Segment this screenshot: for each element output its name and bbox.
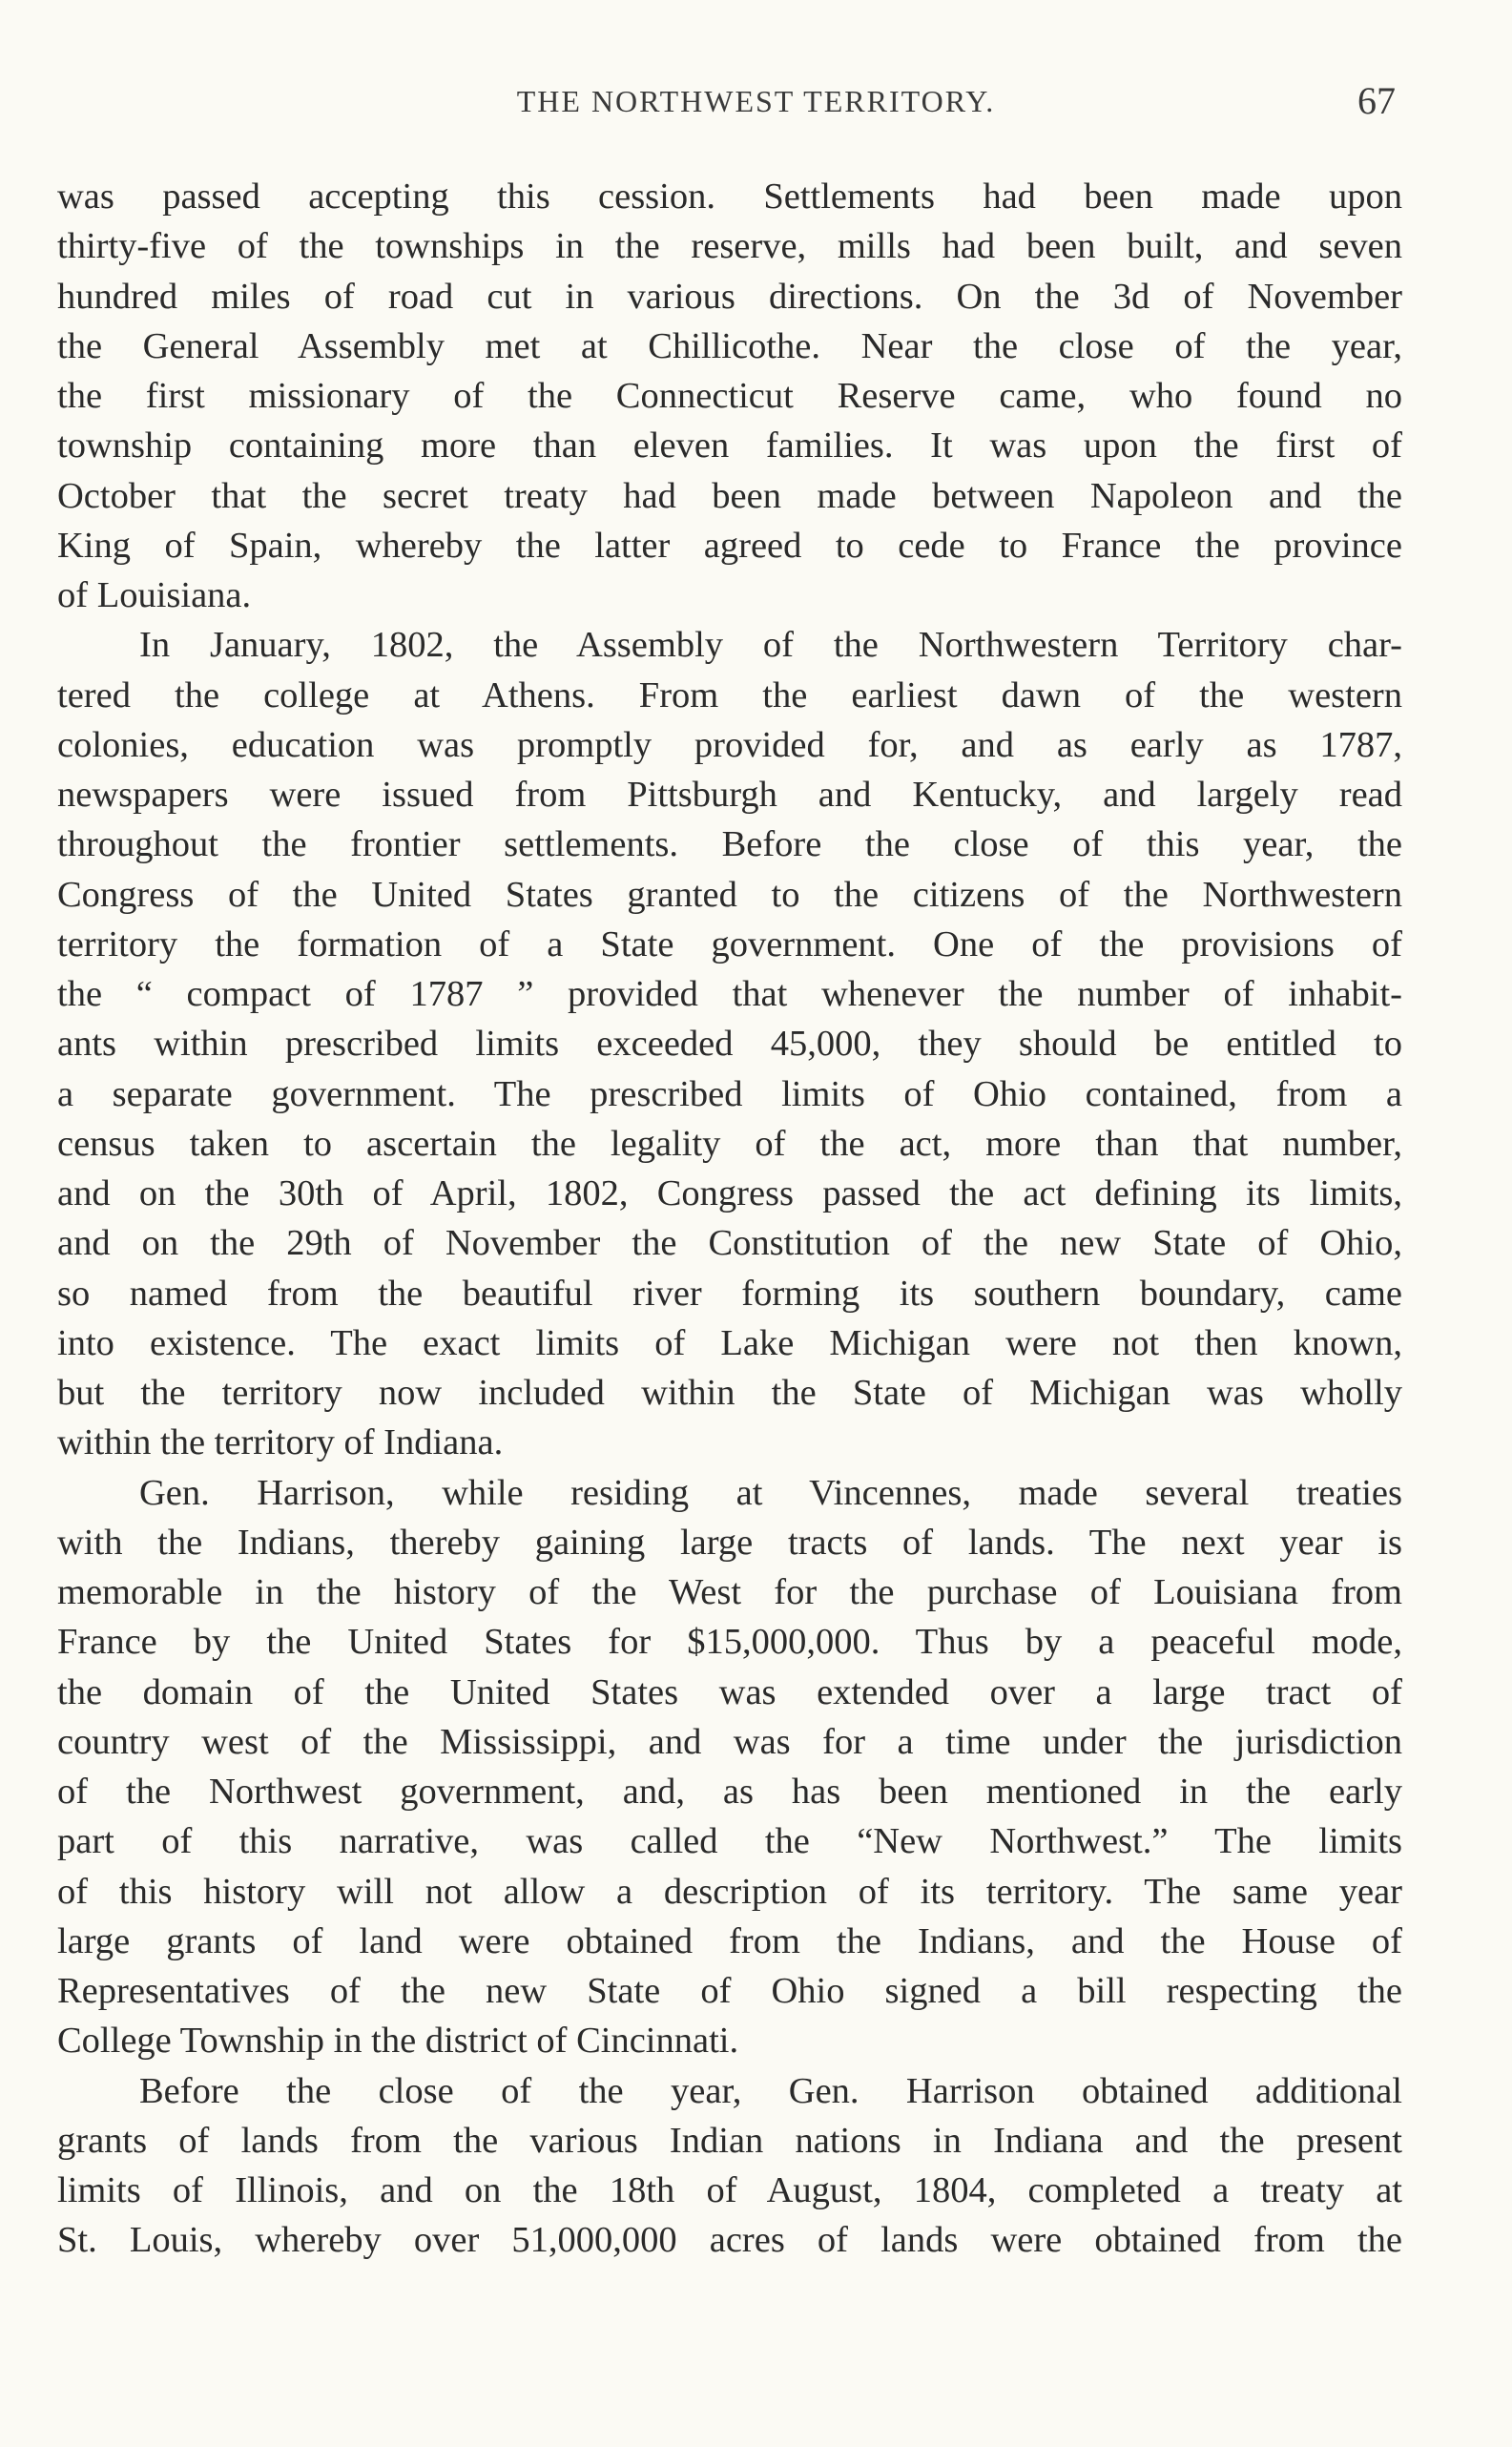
text-line: and on the 29th of November the Constitution of the new State of Ohio, [57,1223,1402,1264]
text-line: grants of lands from the various Indian nations in Indiana and the present [57,2120,1402,2161]
text-line: part of this narrative, was called the “New Northwest.” The limits [57,1821,1402,1862]
text-line: a separate government. The prescribed limits of Ohio contained, from a [57,1073,1402,1114]
body-text [57,172,1402,2266]
text-line: limits of Illinois, and on the 18th of August, 1804, completed a treaty at [57,2170,1402,2210]
text-line: the first missionary of the Connecticut Reserve came, who found no [57,376,1402,416]
text-line: was passed accepting this cession. Settlements had been made upon [57,176,1402,217]
text-line: territory the formation of a State government. One of the provisions of [57,923,1402,964]
text-line: Representatives of the new State of Ohio signed a bill respecting the [57,1971,1402,2011]
text-line: of the Northwest government, and, as has been mentioned in the early [57,1772,1402,1812]
text-line: colonies, education was promptly provided for, and as early as 1787, [57,724,1402,765]
text-line: hundred miles of road cut in various directions. On the 3d of November [57,276,1402,317]
text-line: but the territory now included within the State of Michigan was wholly [57,1373,1402,1413]
text-line: large grants of land were obtained from the Indians, and the House of [57,1920,1402,1961]
text-line: throughout the frontier settlements. Before the close of this year, the [57,824,1402,865]
text-line: tered the college at Athens. From the earliest dawn of the western [57,674,1402,715]
text-line: In January, 1802, the Assembly of the Northwestern Territory char- [139,625,1402,666]
text-line: October that the secret treaty had been made between Napoleon and the [57,475,1402,516]
text-line: the “ compact of 1787 ” provided that whenever the number of inhabit- [57,974,1402,1014]
text-line: of Louisiana. [57,575,252,615]
text-line: memorable in the history of the West for the purchase of Louisiana from [57,1572,1402,1612]
text-line: the General Assembly met at Chillicothe. Near the close of the year, [57,325,1402,366]
text-line: the domain of the United States was extended over a large tract of [57,1671,1402,1712]
text-line: ants within prescribed limits exceeded 45,000, they should be entitled to [57,1024,1402,1065]
text-line: France by the United States for $15,000,000. Thus by a peaceful mode, [57,1622,1402,1663]
text-line: within the territory of Indiana. [57,1422,504,1463]
text-line: with the Indians, thereby gaining large tracts of lands. The next year is [57,1522,1402,1563]
text-line: King of Spain, whereby the latter agreed to cede to France the province [57,525,1402,566]
text-line: College Township in the district of Cincinnati. [57,2021,739,2062]
text-line: Congress of the United States granted to the citizens of the Northwestern [57,874,1402,915]
text-line: of this history will not allow a description of its territory. The same year [57,1871,1402,1912]
running-title: THE NORTHWEST TERRITORY. [516,84,996,118]
text-line: census taken to ascertain the legality of the act, more than that number, [57,1123,1402,1164]
text-line: thirty-five of the townships in the reserve, mills had been built, and seven [57,226,1402,267]
text-line: township containing more than eleven families. It was upon the first of [57,425,1402,467]
text-line: newspapers were issued from Pittsburgh and Kentucky, and largely read [57,775,1402,815]
text-line: and on the 30th of April, 1802, Congress passed the act defining its limits, [57,1173,1402,1213]
text-line: so named from the beautiful river forming its southern boundary, came [57,1273,1402,1314]
page-number: 67 [1357,79,1396,122]
text-line: Gen. Harrison, while residing at Vincennes, made several treaties [139,1472,1402,1513]
text-line: Before the close of the year, Gen. Harrison obtained additional [139,2070,1402,2111]
text-line: into existence. The exact limits of Lake Michigan were not then known, [57,1322,1402,1363]
text-line: St. Louis, whereby over 51,000,000 acres of lands were obtained from the [57,2220,1402,2261]
text-line: country west of the Mississippi, and was for a time under the jurisdiction [57,1721,1402,1762]
